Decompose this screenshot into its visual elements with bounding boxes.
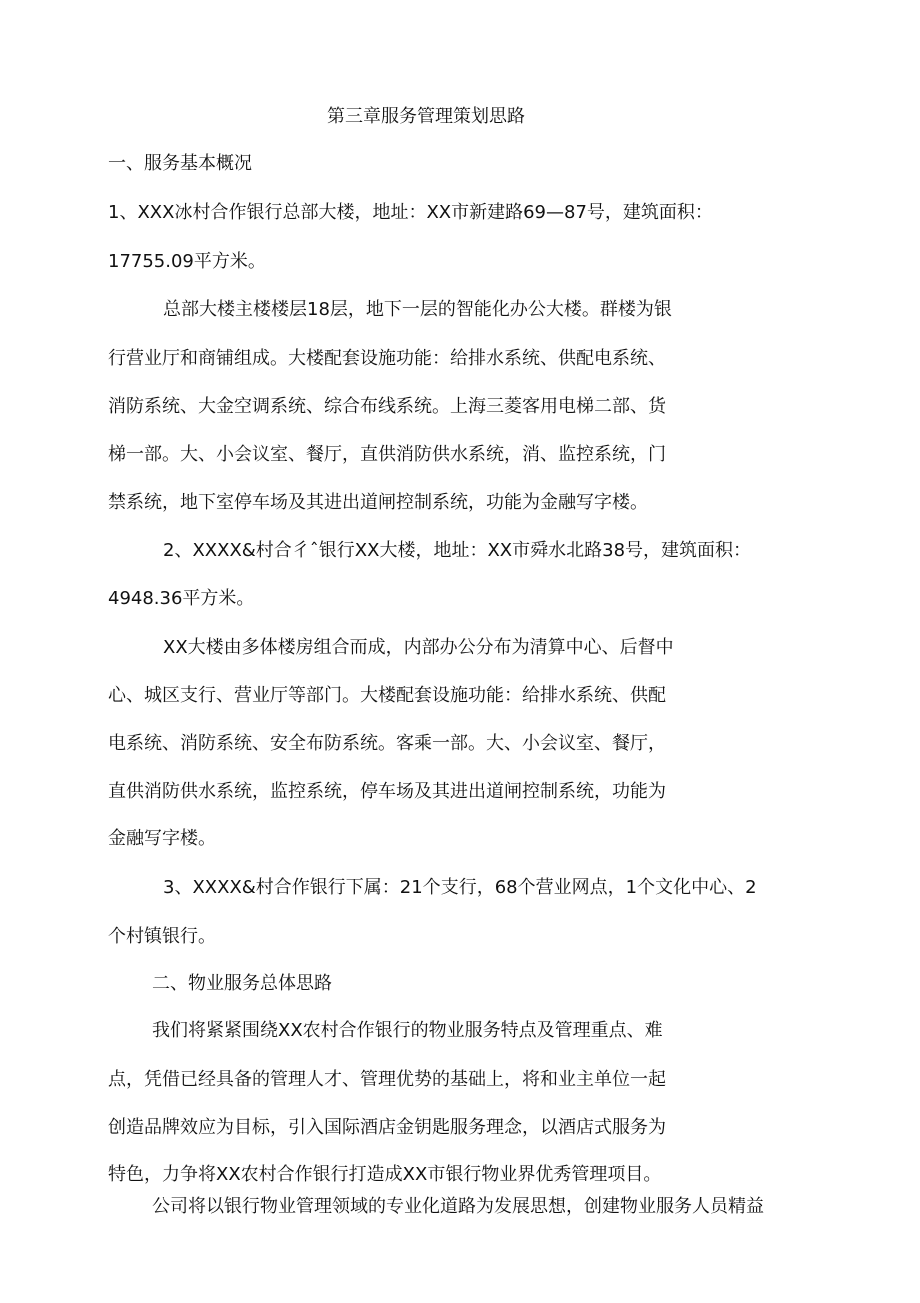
para2-line-4: 直供消防供水系统，监控系统，停车场及其进出道闸控制系统，功能为 bbox=[108, 781, 666, 802]
chapter-title: 第三章服务管理策划思路 bbox=[327, 106, 525, 127]
para3-line-4: 特色，力争将XX农村合作银行打造成XX市银行物业界优秀管理项目。 bbox=[108, 1164, 662, 1185]
section-heading-1: 一、服务基本概况 bbox=[108, 153, 252, 174]
para1-line-1: 总部大楼主楼楼层18层，地下一层的智能化办公大楼。群楼为银 bbox=[163, 299, 672, 320]
para2-line-1: XX大楼由多体楼房组合而成，内部办公分布为清算中心、后督中 bbox=[163, 637, 674, 658]
item3-line-1: 3、XXXX&村合作银行下属：21个支行，68个营业网点，1个文化中心、2 bbox=[163, 877, 757, 898]
para2-line-2: 心、城区支行、营业厅等部门。大楼配套设施功能：给排水系统、供配 bbox=[108, 685, 666, 706]
para4-line-1: 公司将以银行物业管理领域的专业化道路为发展思想，创建物业服务人员精益 bbox=[152, 1196, 764, 1217]
para2-line-5: 金融写字楼。 bbox=[108, 828, 216, 849]
para1-line-2: 行营业厅和商铺组成。大楼配套设施功能：给排水系统、供配电系统、 bbox=[108, 348, 666, 369]
para2-line-3: 电系统、消防系统、安全布防系统。客乘一部。大、小会议室、餐厅， bbox=[108, 733, 666, 754]
item3-line-2: 个村镇银行。 bbox=[108, 926, 216, 947]
para1-line-5: 禁系统，地下室停车场及其进出道闸控制系统，功能为金融写字楼。 bbox=[108, 492, 648, 513]
item1-line-1: 1、XXX冰村合作银行总部大楼，地址：XX市新建路69—87号，建筑面积： bbox=[108, 202, 713, 223]
item2-line-1: 2、XXXX&村合彳ˆ银行XX大楼，地址：XX市舜水北路38号，建筑面积： bbox=[163, 540, 752, 561]
item2-line-2: 4948.36平方米。 bbox=[108, 588, 255, 609]
para1-line-3: 消防系统、大金空调系统、综合布线系统。上海三菱客用电梯二部、货 bbox=[108, 396, 666, 417]
para1-line-4: 梯一部。大、小会议室、餐厅，直供消防供水系统，消、监控系统，门 bbox=[108, 444, 666, 465]
para3-line-1: 我们将紧紧围绕XX农村合作银行的物业服务特点及管理重点、难 bbox=[152, 1020, 663, 1041]
para3-line-3: 创造品牌效应为目标，引入国际酒店金钥匙服务理念，以酒店式服务为 bbox=[108, 1117, 666, 1138]
section-heading-2: 二、物业服务总体思路 bbox=[152, 973, 332, 994]
para3-line-2: 点，凭借已经具备的管理人才、管理优势的基础上，将和业主单位一起 bbox=[108, 1069, 666, 1090]
item1-line-2: 17755.09平方米。 bbox=[108, 251, 266, 272]
